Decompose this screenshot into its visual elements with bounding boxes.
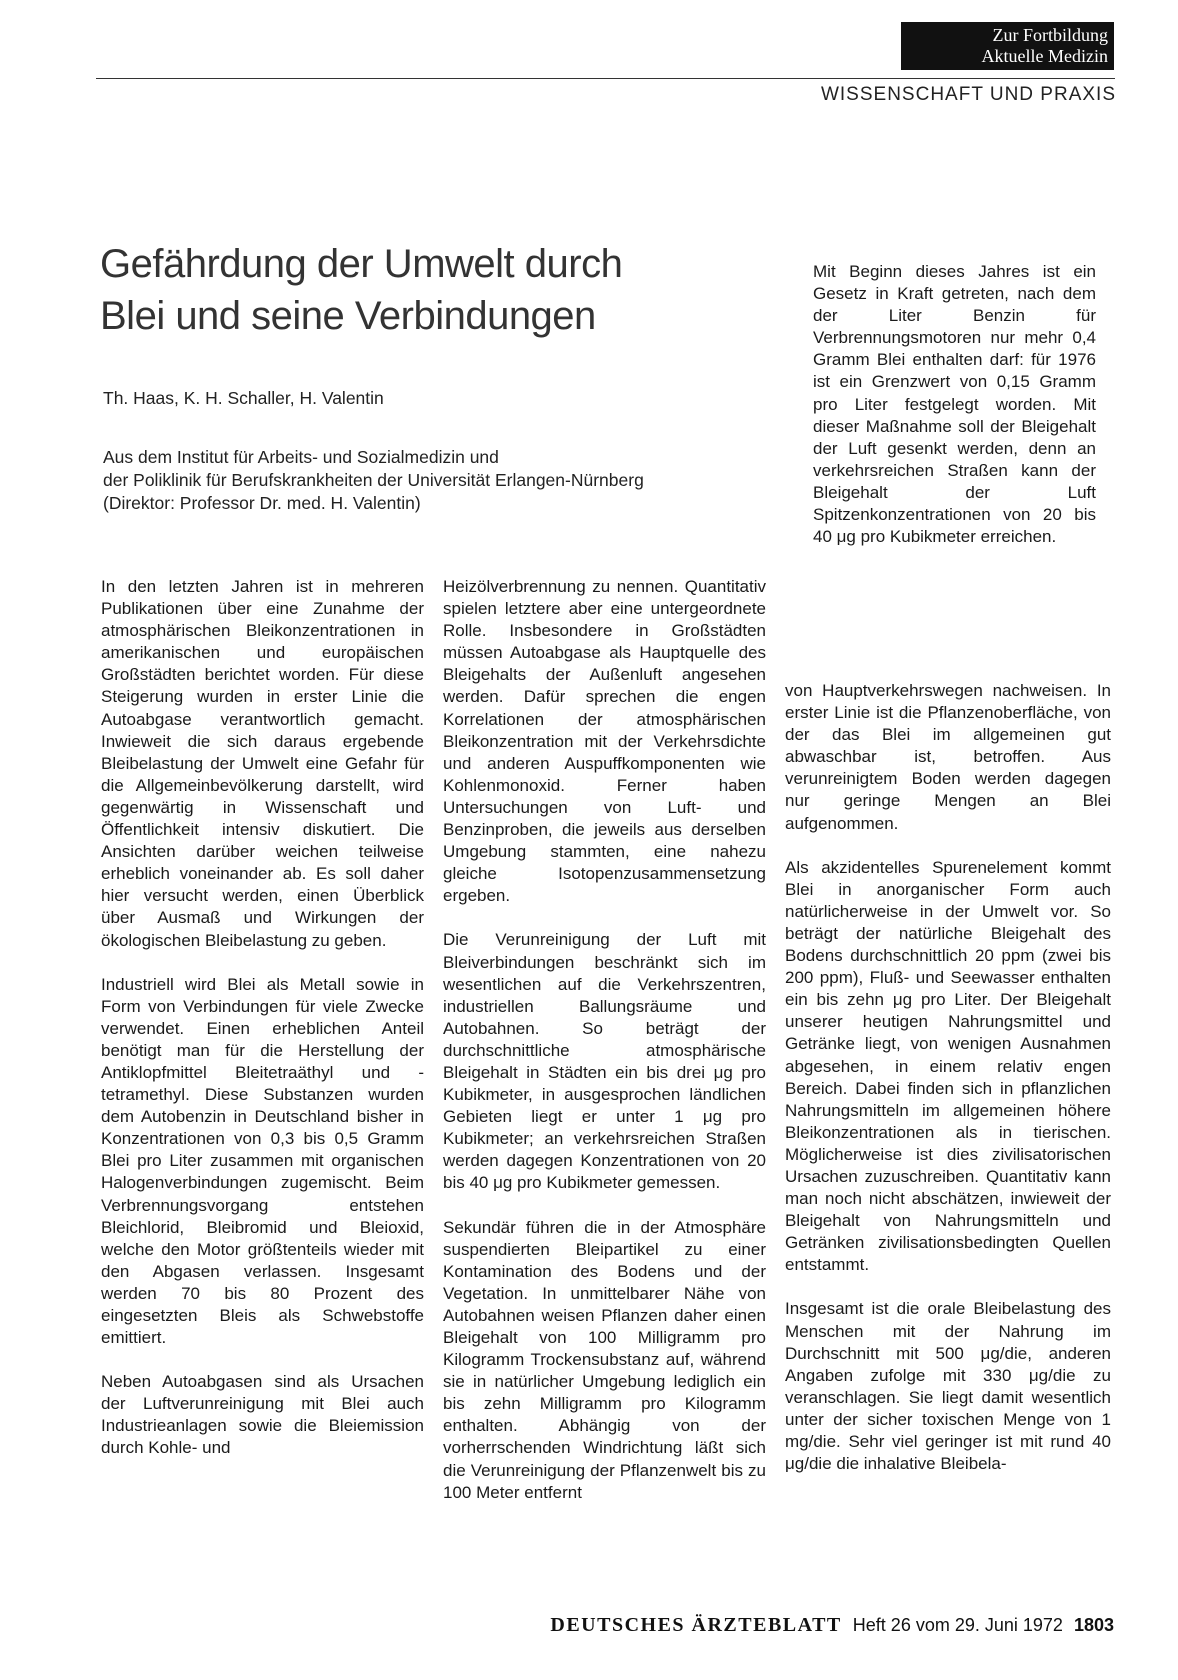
affiliation-line-1: Aus dem Institut für Arbeits- und Sozialmedizin und xyxy=(103,447,499,467)
journal-name: DEUTSCHES ÄRZTEBLATT xyxy=(550,1614,842,1636)
article-title xyxy=(100,238,740,342)
badge-line-2: Aktuelle Medizin xyxy=(981,46,1108,66)
body-column-1 xyxy=(101,576,424,1460)
paragraph: In den letzten Jahren ist in mehreren Publikationen über eine Zunahme der atmosphärischen Bleikonzentrationen in amerikanischen und europäischen Großstädten berichtet worden. Für diese Steigerung wurden in erster Linie die Autoabgase verantwortlich gemacht. Inwieweit die sich daraus ergebende Bleibelastung der Umwelt eine Gefahr für die Allgemeinbevölkerung darstellt, wird gegenwärtig in Wissenschaft und Öffentlichkeit intensiv diskutiert. Die Ansichten darüber weichen teilweise erheblich voneinander ab. Es soll daher hier versucht werden, einen Überblick über Ausmaß und Wirkungen der ökologischen Bleibelastung zu geben. xyxy=(101,577,424,950)
badge-line-1: Zur Fortbildung xyxy=(992,25,1108,45)
paragraph: Heizölverbrennung zu nennen. Quantitativ spielen letztere aber eine untergeordnete Rolle. Insbesondere in Großstädten müssen Autoabgase als Hauptquelle des Bleigehalts der Außenluft angesehen werden. Dafür sprechen die engen Korrelationen der atmosphärischen Bleikonzentration mit der Verkehrsdichte und anderen Auspuffkomponenten wie Kohlenmonoxid. Ferner haben Untersuchungen von Luft- und Benzinproben, die jeweils aus derselben Umgebung stammten, eine nahezu gleiche Isotopenzusammensetzung ergeben. xyxy=(443,577,766,906)
paragraph: Sekundär führen die in der Atmosphäre suspendierten Bleipartikel zu einer Kontamination des Bodens und der Vegetation. In unmittelbarer Nähe von Autobahnen weisen Pflanzen daher einen Bleigehalt von 100 Milligramm pro Kilogramm Trockensubstanz auf, während sie in natürlicher Umgebung lediglich ein bis zehn Milligramm pro Kilogramm enthalten. Abhängig von der vorherrschenden Windrichtung läßt sich die Verunreinigung der Pflanzenwelt bis zu 100 Meter entfernt xyxy=(443,1217,766,1502)
title-line-2: Blei und seine Verbindungen xyxy=(100,294,596,338)
paragraph: Industriell wird Blei als Metall sowie in Form von Verbindungen für viele Zwecke verwendet. Einen erheblichen Anteil benötigt man für die Herstellung der Antiklopfmittel Bleitetraäthyl und -tetramethyl. Diese Substanzen wurden dem Autobenzin in Deutschland bisher in Konzentrationen von 0,3 bis 0,5 Gramm Blei pro Liter zusammen mit organischen Halogenverbindungen zugemischt. Beim Verbrennungsvorgang entstehen Bleichlorid, Bleibromid und Bleioxid, welche den Motor größtenteils wieder mit den Abgasen verlassen. Insgesamt werden 70 bis 80 Prozent des eingesetzten Bleis als Schwebstoffe emittiert. xyxy=(101,974,424,1348)
section-heading: WISSENSCHAFT UND PRAXIS xyxy=(820,84,1116,105)
body-column-2 xyxy=(443,576,766,1504)
affiliation-line-3: (Direktor: Professor Dr. med. H. Valentin) xyxy=(103,493,421,513)
body-column-3 xyxy=(785,680,1111,1475)
issue-info: Heft 26 vom 29. Juni 1972 xyxy=(852,1615,1063,1635)
paragraph: Neben Autoabgasen sind als Ursachen der Luftverunreinigung mit Blei auch Industrieanlagen sowie die Bleiemission durch Kohle- und xyxy=(101,1372,424,1458)
paragraph: Als akzidentelles Spurenelement kommt Blei in anorganischer Form auch natürlicherweise in der Umwelt vor. So beträgt der natürliche Bleigehalt des Bodens durchschnittlich 20 ppm (zwei bis 200 ppm), Fluß- und Seewasser enthalten ein bis zehn μg pro Liter. Der Bleigehalt unserer heutigen Nahrungsmittel und Getränke liegt, von wenigen Ausnahmen abgesehen, in einem relativ engen Bereich. Dabei finden sich in pflanzlichen Nahrungsmitteln im allgemeinen höhere Bleikonzentrationen als in tierischen. Möglicherweise ist dies zivilisatorischen Ursachen zuzuschreiben. Quantitativ kann man noch nicht abschätzen, inwieweit der Bleigehalt von Nahrungsmitteln und Getränken zivilisationsbedingten Quellen entstammt. xyxy=(785,857,1111,1275)
paragraph: Mit Beginn dieses Jahres ist ein Gesetz in Kraft getreten, nach dem der Liter Benzin für Verbrennungsmotoren nur mehr 0,4 Gramm Blei enthalten darf: für 1976 ist ein Grenzwert von 0,15 Gramm pro Liter festgelegt worden. Mit dieser Maßnahme soll der Bleigehalt der Luft gesenkt werden, denn an verkehrsreichen Straßen kann der Bleigehalt der Luft Spitzenkonzentrationen von 20 bis 40 μg pro Kubikmeter erreichen. xyxy=(813,262,1096,547)
title-line-1: Gefährdung der Umwelt durch xyxy=(100,242,623,286)
page-footer xyxy=(550,1614,1114,1637)
affiliation xyxy=(103,446,783,515)
header-rule xyxy=(96,78,1115,79)
page-number: 1803 xyxy=(1073,1615,1114,1635)
paragraph: von Hauptverkehrswegen nachweisen. In erster Linie ist die Pflanzenoberfläche, von der das Blei im allgemeinen gut abwaschbar ist, betroffen. Aus verunreinigtem Boden werden dagegen nur geringe Mengen an Blei aufgenommen. xyxy=(785,681,1111,833)
paragraph: Die Verunreinigung der Luft mit Bleiverbindungen beschränkt sich im wesentlichen auf die Verkehrszentren, industriellen Ballungsräume und Autobahnen. So beträgt der durchschnittliche atmosphärische Bleigehalt in Städten ein bis drei μg pro Kubikmeter, in ausgesprochen ländlichen Gebieten liegt er unter 1 μg pro Kubikmeter; an verkehrsreichen Straßen werden dagegen Konzentrationen von 20 bis 40 μg pro Kubikmeter gemessen. xyxy=(443,930,766,1193)
affiliation-line-2: der Poliklinik für Berufskrankheiten der Universität Erlangen-Nürnberg xyxy=(103,470,644,490)
authors: Th. Haas, K. H. Schaller, H. Valentin xyxy=(103,388,384,408)
category-badge xyxy=(901,22,1114,70)
paragraph: Insgesamt ist die orale Bleibelastung des Menschen mit der Nahrung im Durchschnitt mit 500 μg/die, anderen Angaben zufolge mit 330 μg/die zu veranschlagen. Sie liegt damit wesentlich unter der sicher toxischen Menge von 1 mg/die. Sehr viel geringer ist mit rund 40 μg/die die inhalative Bleibela- xyxy=(785,1299,1111,1474)
intro-box-column xyxy=(813,261,1096,548)
